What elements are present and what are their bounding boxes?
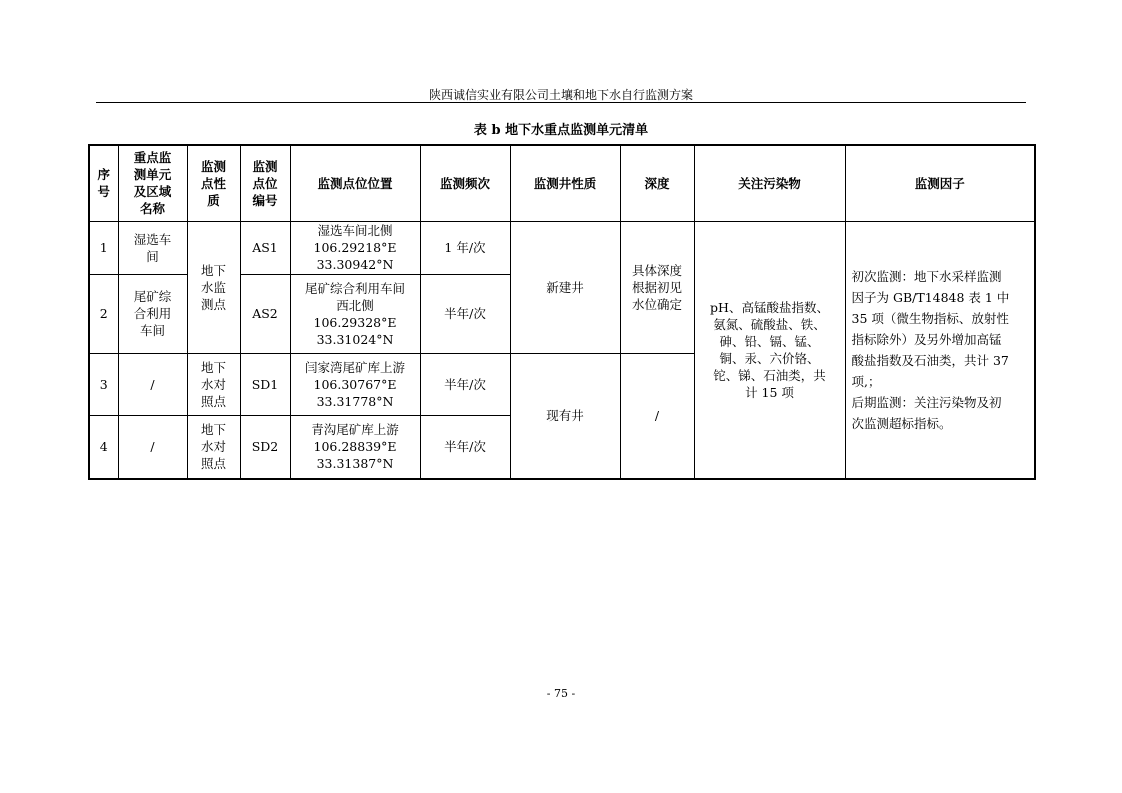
row-code: AS1 <box>240 221 290 274</box>
row-seq: 4 <box>89 415 118 479</box>
header-location: 监测点位位置 <box>290 145 420 221</box>
well-new: 新建井 <box>510 221 620 353</box>
row-unit: 尾矿综 合利用 车间 <box>118 274 187 353</box>
groundwater-monitoring-table <box>88 144 1036 480</box>
header-unit: 重点监 测单元 及区域 名称 <box>118 145 187 221</box>
row-nature: 地下 水对 照点 <box>187 415 240 479</box>
depth-existing: / <box>620 353 694 479</box>
header-factors: 监测因子 <box>845 145 1035 221</box>
header-nature: 监测 点性 质 <box>187 145 240 221</box>
row-location: 青沟尾矿库上游 106.28839°E 33.31387°N <box>290 415 420 479</box>
factors-cell: 初次监测：地下水采样监测 因子为 GB/T14848 表 1 中 35 项（微生物指标、放射性 指标除外）及另外增加高锰 酸盐指数及石油类，共计 37 项,； 后期监测：关注污染物及初 次监测超标指标。 <box>845 221 1035 479</box>
row-nature: 地下 水对 照点 <box>187 353 240 415</box>
header-depth: 深度 <box>620 145 694 221</box>
row-frequency: 1 年/次 <box>420 221 510 274</box>
pollutants-cell: pH、高锰酸盐指数、 氨氮、硫酸盐、铁、 砷、铅、镉、锰、 铜、汞、六价铬、 铊、锑、石油类，共 计 15 项 <box>694 221 845 479</box>
header-code: 监测 点位 编号 <box>240 145 290 221</box>
header-frequency: 监测频次 <box>420 145 510 221</box>
row-location: 闫家湾尾矿库上游 106.30767°E 33.31778°N <box>290 353 420 415</box>
header-rule <box>96 102 1026 103</box>
row-frequency: 半年/次 <box>420 415 510 479</box>
row-code: AS2 <box>240 274 290 353</box>
row-seq: 1 <box>89 221 118 274</box>
row-frequency: 半年/次 <box>420 274 510 353</box>
row-unit: / <box>118 353 187 415</box>
depth-new: 具体深度 根据初见 水位确定 <box>620 221 694 353</box>
header-row <box>89 145 1035 221</box>
row-location: 尾矿综合利用车间 西北侧 106.29328°E 33.31024°N <box>290 274 420 353</box>
row-frequency: 半年/次 <box>420 353 510 415</box>
document-header-title: 陕西诚信实业有限公司土壤和地下水自行监测方案 <box>428 88 693 102</box>
row-unit: 湿选车 间 <box>118 221 187 274</box>
header-well: 监测井性质 <box>510 145 620 221</box>
row-seq: 3 <box>89 353 118 415</box>
page-number: - 75 - <box>546 687 576 700</box>
table-row <box>89 221 1035 274</box>
row-location: 湿选车间北侧 106.29218°E 33.30942°N <box>290 221 420 274</box>
header-seq: 序 号 <box>89 145 118 221</box>
row-unit: / <box>118 415 187 479</box>
table-caption: 表 b 地下水重点监测单元清单 <box>473 123 649 138</box>
row-seq: 2 <box>89 274 118 353</box>
header-pollutants: 关注污染物 <box>694 145 845 221</box>
row-nature-merged: 地下 水监 测点 <box>187 221 240 353</box>
row-code: SD1 <box>240 353 290 415</box>
well-existing: 现有井 <box>510 353 620 479</box>
row-code: SD2 <box>240 415 290 479</box>
